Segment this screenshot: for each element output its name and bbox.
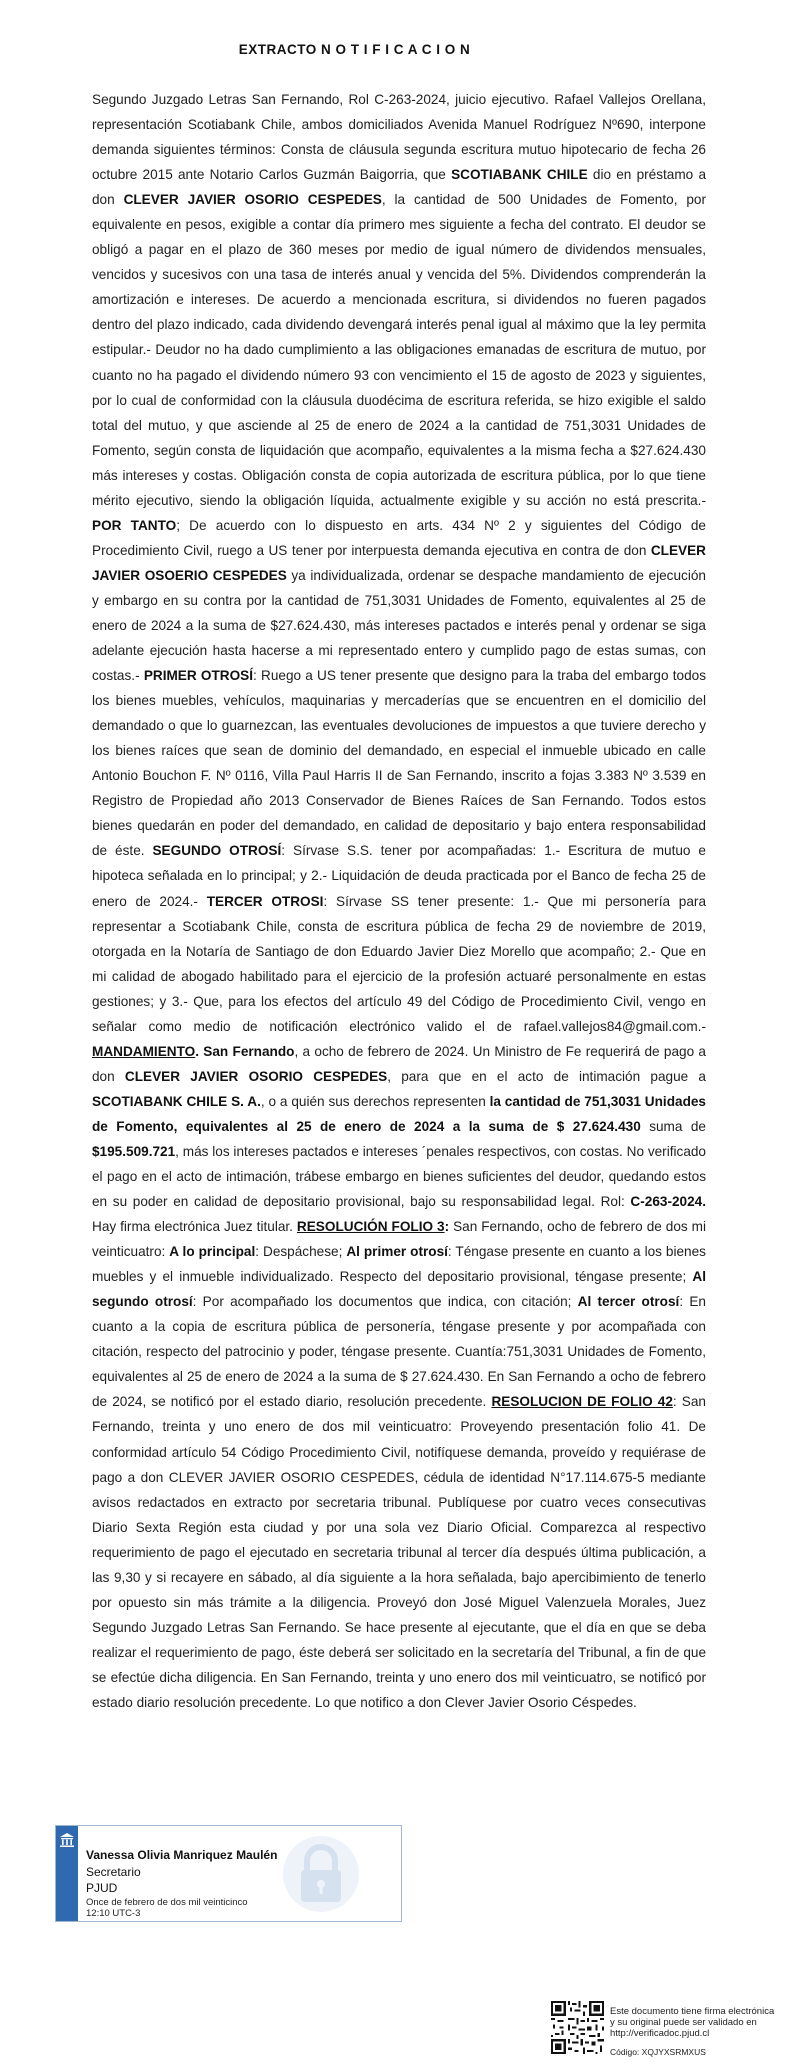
qr-code-icon — [551, 2001, 604, 2054]
bold-bank-name: SCOTIABANK CHILE — [451, 167, 588, 183]
bold-segundo-otrosi: SEGUNDO OTROSÍ — [152, 843, 282, 859]
body-text-segment: : Ruego a US tener presente que designo para la traba del embargo todos los bienes muebles, vehículos, maquinarias y mercaderías que se encuentren en el domicilio del demandado o que lo guarnezcan, las eventuales devoluciones de impuestos a que tuviere derecho y los bienes raíces que sean de dominio del demandado, en especial el inmueble ubicado en calle Antonio Bouchon F. Nº 0116, Villa Paul Harris II de San Fernando, inscrito a fojas 3.383 Nº 3.539 en Registro de Propiedad año 2013 Conservador de Bienes Raíces de San Fernando. Todos estos bienes quedarán en poder del demandado, en calidad de depositario y bajo entera responsabilidad de éste. — [92, 668, 707, 859]
bold-debtor-name: CLEVER JAVIER OSORIO CESPEDES — [123, 192, 382, 208]
courthouse-icon — [59, 1832, 75, 1848]
verification-line: y su original puede ser validado en — [610, 2017, 757, 2028]
verification-line: Este documento tiene firma electrónica — [610, 2006, 775, 2017]
underlined-resolucion-folio-3: RESOLUCIÓN FOLIO 3 — [296, 1219, 445, 1235]
body-text-segment: , o a quién sus derechos representen — [260, 1093, 490, 1109]
verification-notice — [610, 2006, 795, 2039]
body-text-segment: suma de — [640, 1118, 706, 1134]
body-text-segment: : Por acompañado los documentos que indica, con citación; — [192, 1294, 578, 1310]
bold-amount: $195.509.721 — [92, 1143, 176, 1159]
bold-debtor-name: CLEVER JAVIER OSORIO CESPEDES — [124, 1068, 388, 1084]
body-text-segment: ; De acuerdo con lo dispuesto en arts. 434 Nº 2 y siguientes del Código de Procedimiento Civil, ruego a US tener por interpuesta demanda ejecutiva en contra de don — [92, 517, 706, 558]
body-text-segment: Hay firma electrónica Juez titular. — [92, 1219, 297, 1235]
body-text-segment: , más los intereses pactados e intereses ´penales respectivos, con costas. No verificado el pago en el acto de intimación, trábese embargo en bienes suficientes del deudor, quedando estos en su poder en calidad de depositario provisional, bajo su responsabilidad legal. Rol: — [92, 1143, 706, 1210]
signature-accent-bar — [56, 1826, 78, 1921]
body-text-segment: : Sírvase S.S. tener por acompañadas: 1.- Escritura de mutuo e hipoteca señalada en lo principal; y 2.- Liquidación de deuda practicada por el Banco de fecha 25 de enero de 2024.- — [92, 843, 706, 909]
bold-resolucion-folio-42 — [491, 1394, 672, 1409]
bold-location: . San Fernando — [195, 1043, 295, 1059]
body-text-segment: : Sírvase SS tener presente: 1.- Que mi personería para representar a Scotiabank Chile, consta de escritura pública de fecha 29 de noviembre de 2019, otorgada en la Notaría de Santiago de don Eduardo Javier Diez Morello que acompaño; 2.- Que en mi calidad de abogado habilitado para el ejercicio de la profesión actuaré personalmente en estas gestiones; y 3.- Que, para los efectos del artículo 49 del Código de Procedimiento Civil, vengo en señalar como medio de notificación electrónico valido el de rafael.vallejos84@gmail.com.- — [92, 893, 707, 1034]
signature-timestamp — [86, 1898, 248, 1919]
bold-resolucion-folio-3 — [297, 1219, 449, 1234]
bold-al-segundo-otrosi: Al segundo otrosí — [92, 1269, 706, 1310]
underlined-resolucion-folio-42: RESOLUCION DE FOLIO 42 — [491, 1394, 673, 1410]
signature-date: Once de febrero de dos mil veinticinco — [86, 1897, 248, 1908]
bold-primer-otrosi: PRIMER OTROSÍ — [143, 668, 254, 684]
bold-case-number: C-263-2024. — [630, 1194, 706, 1210]
bold-mandamiento-heading — [92, 1044, 294, 1059]
bold-colon: : — [444, 1219, 450, 1235]
bold-debtor-name: CLEVER JAVIER OSOERIO CESPEDES — [92, 542, 706, 583]
lock-watermark-icon — [276, 1834, 366, 1914]
signer-name: Vanessa Olivia Manriquez Maulén — [86, 1848, 278, 1862]
body-text-segment: San Fernando, ocho de febrero de dos mi veinticuatro: — [92, 1219, 707, 1260]
body-text-segment: : San Fernando, treinta y uno enero de dos mil veinticuatro: Proveyendo presentación folio 41. De conformidad artículo 54 Código Procedimiento Civil, notifíquese demanda, proveído y requiérase de pago a don CLEVER JAVIER OSORIO CESPEDES, cédula de identidad N°17.114.675-5 mediante avisos redactados en extracto por secretaria tribunal. Publíquese por cuatro veces consecutivas Diario Sexta Región esta ciudad y por una sola vez Diario Oficial. Comparezca al respectivo requerimiento de pago el ejecutado en secretaria tribunal al tercer día después última publicación, a las 9,30 y si recayere en sábado, al día siguiente a la hora señalada, bajo apercibimiento de tenerlo por opuesto sin más trámite a la diligencia. Proveyó don José Miguel Valenzuela Morales, Juez Segundo Juzgado Letras San Fernando. Se hace presente al ejecutante, que el día en que se deba realizar el requerimiento de pago, éste deberá ser solicitado en la secretaría del Tribunal, a fin de que se efectúe dicha diligencia. En San Fernando, treinta y uno enero dos mil veinticuatro, se notificó por estado diario resolución precedente. Lo que notifico a don Clever Javier Osorio Céspedes. — [92, 1394, 706, 1710]
body-text-segment: dio en préstamo a don — [92, 167, 707, 208]
body-text-segment: ya individualizada, ordenar se despache mandamiento de ejecución y embargo en su contra por la cantidad de 751,3031 Unidades de Fomento, equivalentes al 25 de enero de 2024 a la suma de $27.624.430, más intereses pactados e interés penal y ordenar se siga adelante ejecución hasta hacerse a mi representado entero y cumplido pago de estas sumas, con costas.- — [92, 567, 706, 684]
bold-tercer-otrosi: TERCER OTROSI — [206, 893, 324, 909]
signer-role: Secretario — [86, 1865, 141, 1879]
document-title: EXTRACTO N O T I F I C A C I O N — [238, 42, 471, 57]
signature-time: 12:10 UTC-3 — [86, 1907, 141, 1919]
signer-organization: PJUD — [86, 1881, 118, 1895]
body-text-segment: : En cuanto a la copia de escritura pública de personería, téngase presente y por acompañada con citación, respecto del patrocinio y poder, téngase presente. Cuantía:751,3031 Unidades de Fomento, equivalentes al 25 de enero de 2024 a la suma de $ 27.624.430. En San Fernando a ocho de febrero de 2024, se notificó por el estado diario, resolución precedente. — [92, 1294, 706, 1410]
bold-por-tanto: POR TANTO — [92, 517, 177, 533]
body-text-segment: , a ocho de febrero de 2024. Un Ministro de Fe requerirá de pago a don — [92, 1043, 706, 1084]
verification-url: http://verificadoc.pjud.cl — [610, 2028, 710, 2039]
underlined-mandamiento: MANDAMIENTO — [92, 1043, 196, 1059]
bold-al-primer-otrosi: Al primer otrosí — [346, 1244, 448, 1260]
verification-code: Código: XQJYXSRMXUS — [610, 2047, 706, 2057]
body-text-segment: : Despáchese; — [255, 1244, 347, 1260]
body-text-segment: , la cantidad de 500 Unidades de Fomento, por equivalente en pesos, exigible a contar día primero mes siguiente a fecha del contrato. El deudor se obligó a pagar en el plazo de 360 meses por medio de igual número de dividendos mensuales, vencidos y sucesivos con una tasa de interés anual y vencida del 5%. Dividendos comprenderán la amortización e intereses. De acuerdo a mencionada escritura, si dividendos no fueren pagados dentro del plazo indicado, cada dividendo devengará interés penal igual al máximo que la ley permita estipular.- Deudor no ha dado cumplimiento a las obligaciones emanadas de escritura de mutuo, por cuanto no ha pagado el dividendo número 93 con vencimiento el 15 de agosto de 2023 y siguientes, por lo cual de conformidad con la cláusula duodécima de escritura referida, se hizo exigible el saldo total del mutuo, y que asciende al 25 de enero de 2024 a la cantidad de 751,3031 Unidades de Fomento, según consta de liquidación que acompaño, equivalentes a la misma fecha a $27.624.430 más intereses y costas. Obligación consta de copia autorizada de escritura pública, por lo que tiene mérito ejecutivo, siendo la obligación líquida, actualmente exigible y su acción no está prescrita.- — [92, 192, 706, 508]
bold-bank-name: SCOTIABANK CHILE S. A. — [92, 1093, 261, 1109]
electronic-signature-box — [55, 1825, 402, 1922]
bold-al-tercer-otrosi: Al tercer otrosí — [577, 1294, 680, 1310]
bold-a-lo-principal: A lo principal — [169, 1244, 256, 1260]
document-body — [92, 87, 706, 1715]
bold-amount-statement: la cantidad de 751,3031 Unidades de Fomento, equivalentes al 25 de enero de 2024 a la suma de $ 27.624.430 — [92, 1093, 706, 1134]
body-text-segment: , para que en el acto de intimación pague a — [387, 1068, 706, 1084]
body-text-segment: : Téngase presente en cuanto a los bienes muebles y el inmueble individualizado. Respecto del depositario provisional, téngase presente; — [92, 1244, 706, 1285]
body-text-segment: Segundo Juzgado Letras San Fernando, Rol C-263-2024, juicio ejecutivo. Rafael Vallejos Orellana, representación Scotiabank Chile, ambos domiciliados Avenida Manuel Rodríguez Nº690, interpone demanda siguientes términos: Consta de cláusula segunda escritura mutuo hipotecario de fecha 26 octubre 2015 ante Notario Carlos Guzmán Baigorria, que — [92, 92, 706, 183]
